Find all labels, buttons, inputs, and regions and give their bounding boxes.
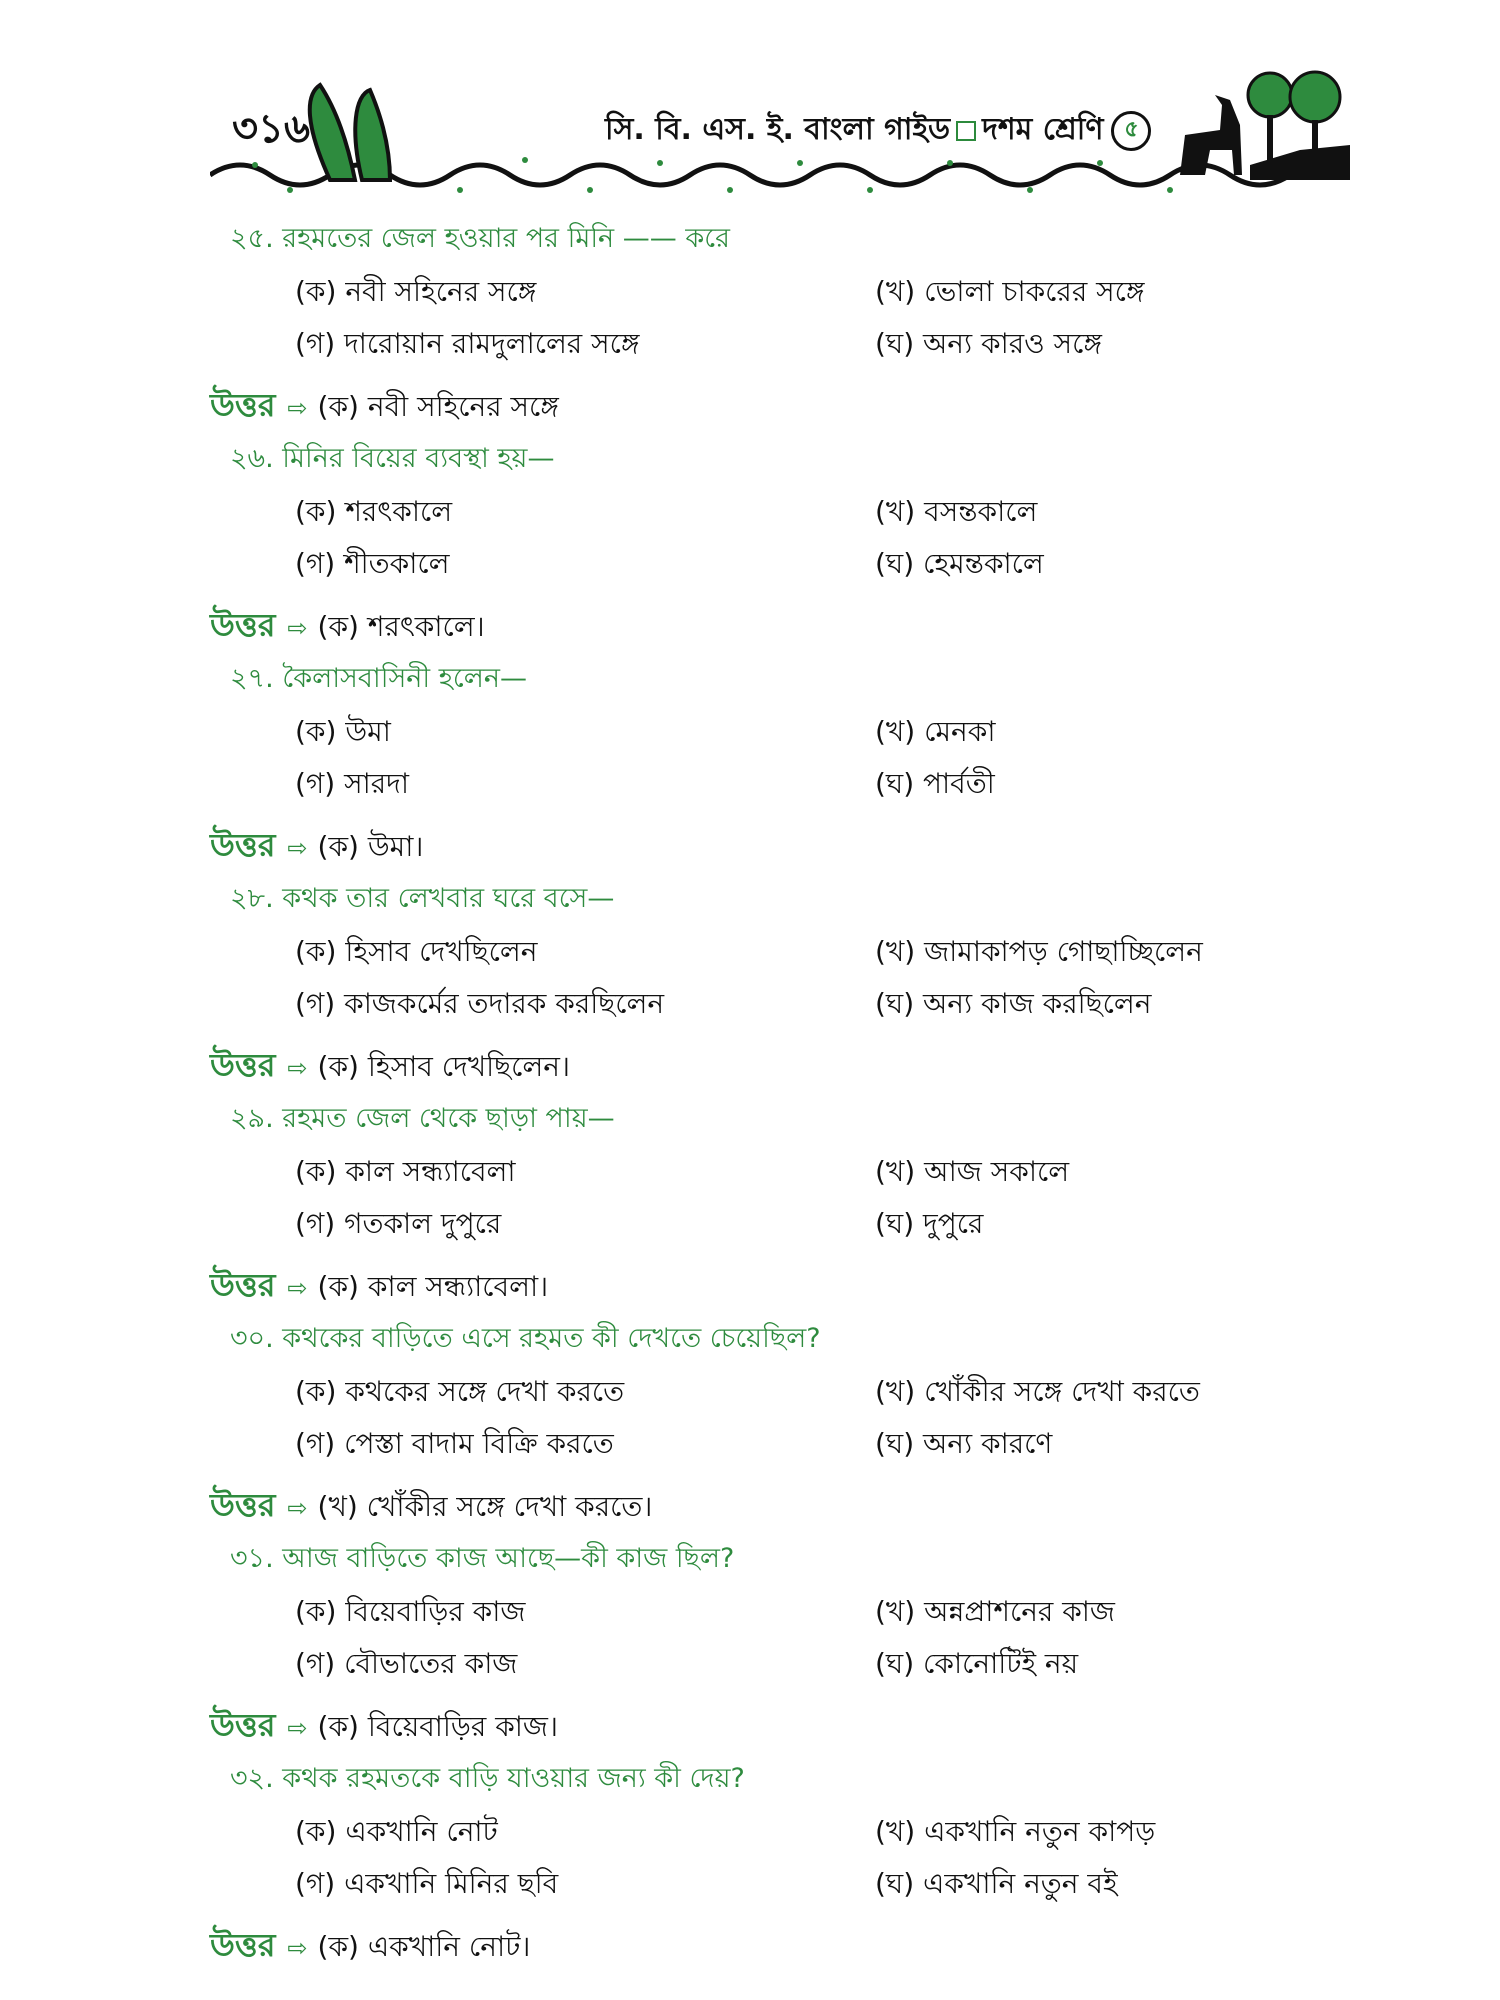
page-header bbox=[210, 55, 1350, 205]
option-gha: (ঘ) একখানি নতুন বই bbox=[875, 1867, 1118, 1900]
answer-line bbox=[210, 820, 423, 874]
answer-label: উত্তর bbox=[210, 386, 276, 424]
question-block bbox=[0, 218, 1500, 438]
option-gha: (ঘ) দুপুরে bbox=[875, 1207, 984, 1240]
answer-text: (খ) খোঁকীর সঙ্গে দেখা করতে। bbox=[317, 1490, 653, 1523]
question-block bbox=[0, 1098, 1500, 1318]
class-label: দশম শ্রেণি bbox=[982, 112, 1104, 147]
answer-text: (ক) বিয়েবাড়ির কাজ। bbox=[317, 1710, 558, 1743]
option-gha: (ঘ) অন্য কারও সঙ্গে bbox=[875, 327, 1102, 360]
answer-text: (ক) হিসাব দেখছিলেন। bbox=[317, 1050, 570, 1083]
option-gha: (ঘ) পার্বতী bbox=[875, 767, 995, 800]
answer-label: উত্তর bbox=[210, 1486, 276, 1524]
answer-text: (ক) শরৎকালে। bbox=[317, 610, 485, 643]
option-kha: (খ) অন্নপ্রাশনের কাজ bbox=[875, 1595, 1115, 1628]
question-text: ২৬. মিনির বিয়ের ব্যবস্থা হয়— bbox=[230, 443, 555, 474]
answer-line bbox=[210, 380, 559, 434]
arrow-right-icon: ⇨ bbox=[287, 1714, 308, 1742]
arrow-right-icon: ⇨ bbox=[287, 394, 308, 422]
arrow-right-icon: ⇨ bbox=[287, 614, 308, 642]
option-ka: (ক) নবী সহিনের সঙ্গে bbox=[295, 275, 537, 308]
answer-line bbox=[210, 1700, 558, 1754]
answer-label: উত্তর bbox=[210, 826, 276, 864]
option-ka: (ক) কাল সন্ধ্যাবেলা bbox=[295, 1155, 516, 1188]
option-ga: (গ) কাজকর্মের তদারক করছিলেন bbox=[295, 987, 665, 1020]
option-ga: (গ) একখানি মিনির ছবি bbox=[295, 1867, 559, 1900]
option-kha: (খ) বসন্তকালে bbox=[875, 495, 1038, 528]
option-ga: (গ) বৌভাতের কাজ bbox=[295, 1647, 518, 1680]
option-gha: (ঘ) হেমন্তকালে bbox=[875, 547, 1044, 580]
option-ka: (ক) কথকের সঙ্গে দেখা করতে bbox=[295, 1375, 625, 1408]
running-head bbox=[605, 105, 1151, 156]
question-text: ৩০. কথকের বাড়িতে এসে রহমত কী দেখতে চেয়েছিল? bbox=[230, 1323, 821, 1354]
book-title: সি. বি. এস. ই. বাংলা গাইড bbox=[605, 112, 951, 147]
option-gha: (ঘ) কোনোটিই নয় bbox=[875, 1647, 1079, 1680]
page-number: ৩১৬ bbox=[232, 106, 310, 152]
answer-line bbox=[210, 1260, 548, 1314]
arrow-right-icon: ⇨ bbox=[287, 1054, 308, 1082]
option-ka: (ক) উমা bbox=[295, 715, 391, 748]
option-ka: (ক) হিসাব দেখছিলেন bbox=[295, 935, 538, 968]
option-ga: (গ) শীতকালে bbox=[295, 547, 450, 580]
answer-label: উত্তর bbox=[210, 1266, 276, 1304]
option-kha: (খ) একখানি নতুন কাপড় bbox=[875, 1815, 1156, 1848]
option-ga: (গ) দারোয়ান রামদুলালের সঙ্গে bbox=[295, 327, 640, 360]
answer-label: উত্তর bbox=[210, 1706, 276, 1744]
question-block bbox=[0, 1758, 1500, 1978]
option-kha: (খ) আজ সকালে bbox=[875, 1155, 1070, 1188]
answer-line bbox=[210, 1920, 530, 1974]
answer-label: উত্তর bbox=[210, 606, 276, 644]
answer-line bbox=[210, 1480, 652, 1534]
option-kha: (খ) খোঁকীর সঙ্গে দেখা করতে bbox=[875, 1375, 1200, 1408]
arrow-right-icon: ⇨ bbox=[287, 834, 308, 862]
arrow-right-icon: ⇨ bbox=[287, 1934, 308, 1962]
answer-text: (ক) উমা। bbox=[317, 830, 424, 863]
option-kha: (খ) জামাকাপড় গোছাচ্ছিলেন bbox=[875, 935, 1203, 968]
answer-text: (ক) একখানি নোট। bbox=[317, 1930, 531, 1963]
option-ga: (গ) পেস্তা বাদাম বিক্রি করতে bbox=[295, 1427, 614, 1460]
option-gha: (ঘ) অন্য কাজ করছিলেন bbox=[875, 987, 1152, 1020]
question-block bbox=[0, 438, 1500, 658]
arrow-right-icon: ⇨ bbox=[287, 1494, 308, 1522]
option-ka: (ক) বিয়েবাড়ির কাজ bbox=[295, 1595, 526, 1628]
answer-line bbox=[210, 1040, 570, 1094]
question-text: ২৯. রহমত জেল থেকে ছাড়া পায়— bbox=[230, 1103, 615, 1134]
answer-label: উত্তর bbox=[210, 1046, 276, 1084]
question-text: ৩২. কথক রহমতকে বাড়ি যাওয়ার জন্য কী দেয়? bbox=[230, 1763, 745, 1794]
option-ga: (গ) গতকাল দুপুরে bbox=[295, 1207, 502, 1240]
question-text: ২৫. রহমতের জেল হওয়ার পর মিনি —— করে bbox=[230, 223, 730, 254]
question-block bbox=[0, 658, 1500, 878]
answer-text: (ক) নবী সহিনের সঙ্গে bbox=[317, 390, 559, 423]
answer-label: উত্তর bbox=[210, 1926, 276, 1964]
option-kha: (খ) ভোলা চাকরের সঙ্গে bbox=[875, 275, 1145, 308]
question-text: ২৭. কৈলাসবাসিনী হলেন— bbox=[230, 663, 527, 694]
option-ka: (ক) একখানি নোট bbox=[295, 1815, 498, 1848]
chapter-number-badge: ৫ bbox=[1111, 111, 1151, 151]
separator-box-icon bbox=[956, 121, 976, 141]
question-block bbox=[0, 1538, 1500, 1758]
option-ka: (ক) শরৎকালে bbox=[295, 495, 453, 528]
option-kha: (খ) মেনকা bbox=[875, 715, 996, 748]
arrow-right-icon: ⇨ bbox=[287, 1274, 308, 1302]
question-text: ৩১. আজ বাড়িতে কাজ আছে—কী কাজ ছিল? bbox=[230, 1543, 735, 1574]
option-ga: (গ) সারদা bbox=[295, 767, 409, 800]
answer-text: (ক) কাল সন্ধ্যাবেলা। bbox=[317, 1270, 549, 1303]
question-block bbox=[0, 878, 1500, 1098]
option-gha: (ঘ) অন্য কারণে bbox=[875, 1427, 1053, 1460]
answer-line bbox=[210, 600, 485, 654]
question-text: ২৮. কথক তার লেখবার ঘরে বসে— bbox=[230, 883, 615, 914]
question-block bbox=[0, 1318, 1500, 1538]
